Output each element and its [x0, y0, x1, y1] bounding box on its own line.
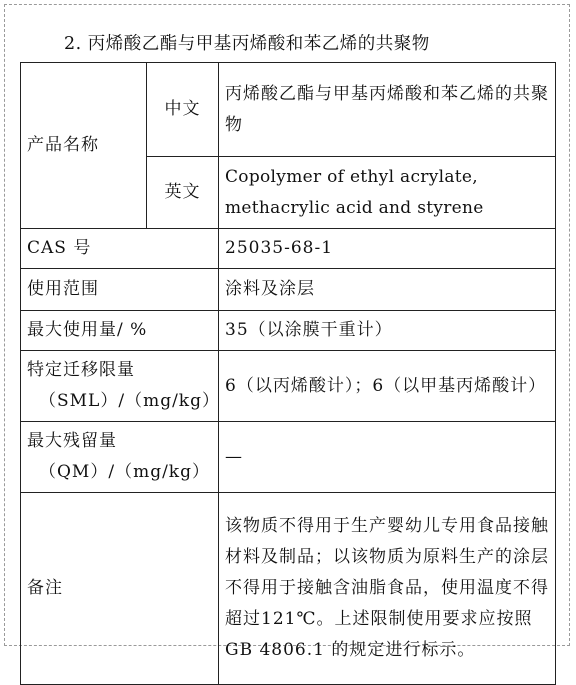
sml-value: 6（以丙烯酸计）；6（以甲基丙烯酸计） — [219, 351, 556, 422]
sml-label-line2: （SML）/（mg/kg） — [39, 391, 220, 411]
max-use-label: 最大使用量/ % — [21, 311, 219, 351]
sml-label-line1: 特定迁移限量 — [27, 360, 135, 380]
scope-label: 使用范围 — [21, 269, 219, 311]
remarks-label: 备注 — [21, 493, 219, 685]
cas-label: CAS 号 — [21, 229, 219, 269]
scope-value: 涂料及涂层 — [219, 269, 556, 311]
chinese-name-value: 丙烯酸乙酯与甲基丙烯酸和苯乙烯的共聚物 — [219, 63, 556, 157]
section-title: 2. 丙烯酸乙酯与甲基丙烯酸和苯乙烯的共聚物 — [64, 34, 430, 54]
qm-label — [21, 422, 219, 493]
table-row — [21, 63, 556, 157]
cas-value: 25035-68-1 — [219, 229, 556, 269]
english-label: 英文 — [147, 157, 219, 229]
table-row — [21, 269, 556, 311]
spec-table — [20, 62, 556, 685]
table-row — [21, 493, 556, 685]
qm-label-line2: （QM）/（mg/kg） — [39, 462, 210, 482]
chinese-label: 中文 — [147, 63, 219, 157]
table-row — [21, 351, 556, 422]
table-row — [21, 311, 556, 351]
table-row — [21, 229, 556, 269]
table-row — [21, 422, 556, 493]
sml-label — [21, 351, 219, 422]
english-name-value: Copolymer of ethyl acrylate, methacrylic acid and styrene — [219, 157, 556, 229]
product-name-label: 产品名称 — [21, 63, 147, 229]
max-use-value: 35（以涂膜干重计） — [219, 311, 556, 351]
qm-label-line1: 最大残留量 — [27, 431, 117, 451]
remarks-value: 该物质不得用于生产婴幼儿专用食品接触材料及制品；以该物质为原料生产的涂层不得用于接触含油脂食品，使用温度不得超过121℃。上述限制使用要求应按照GB 4806.1 的规定进行标示。 — [219, 493, 556, 685]
qm-value: — — [219, 422, 556, 493]
